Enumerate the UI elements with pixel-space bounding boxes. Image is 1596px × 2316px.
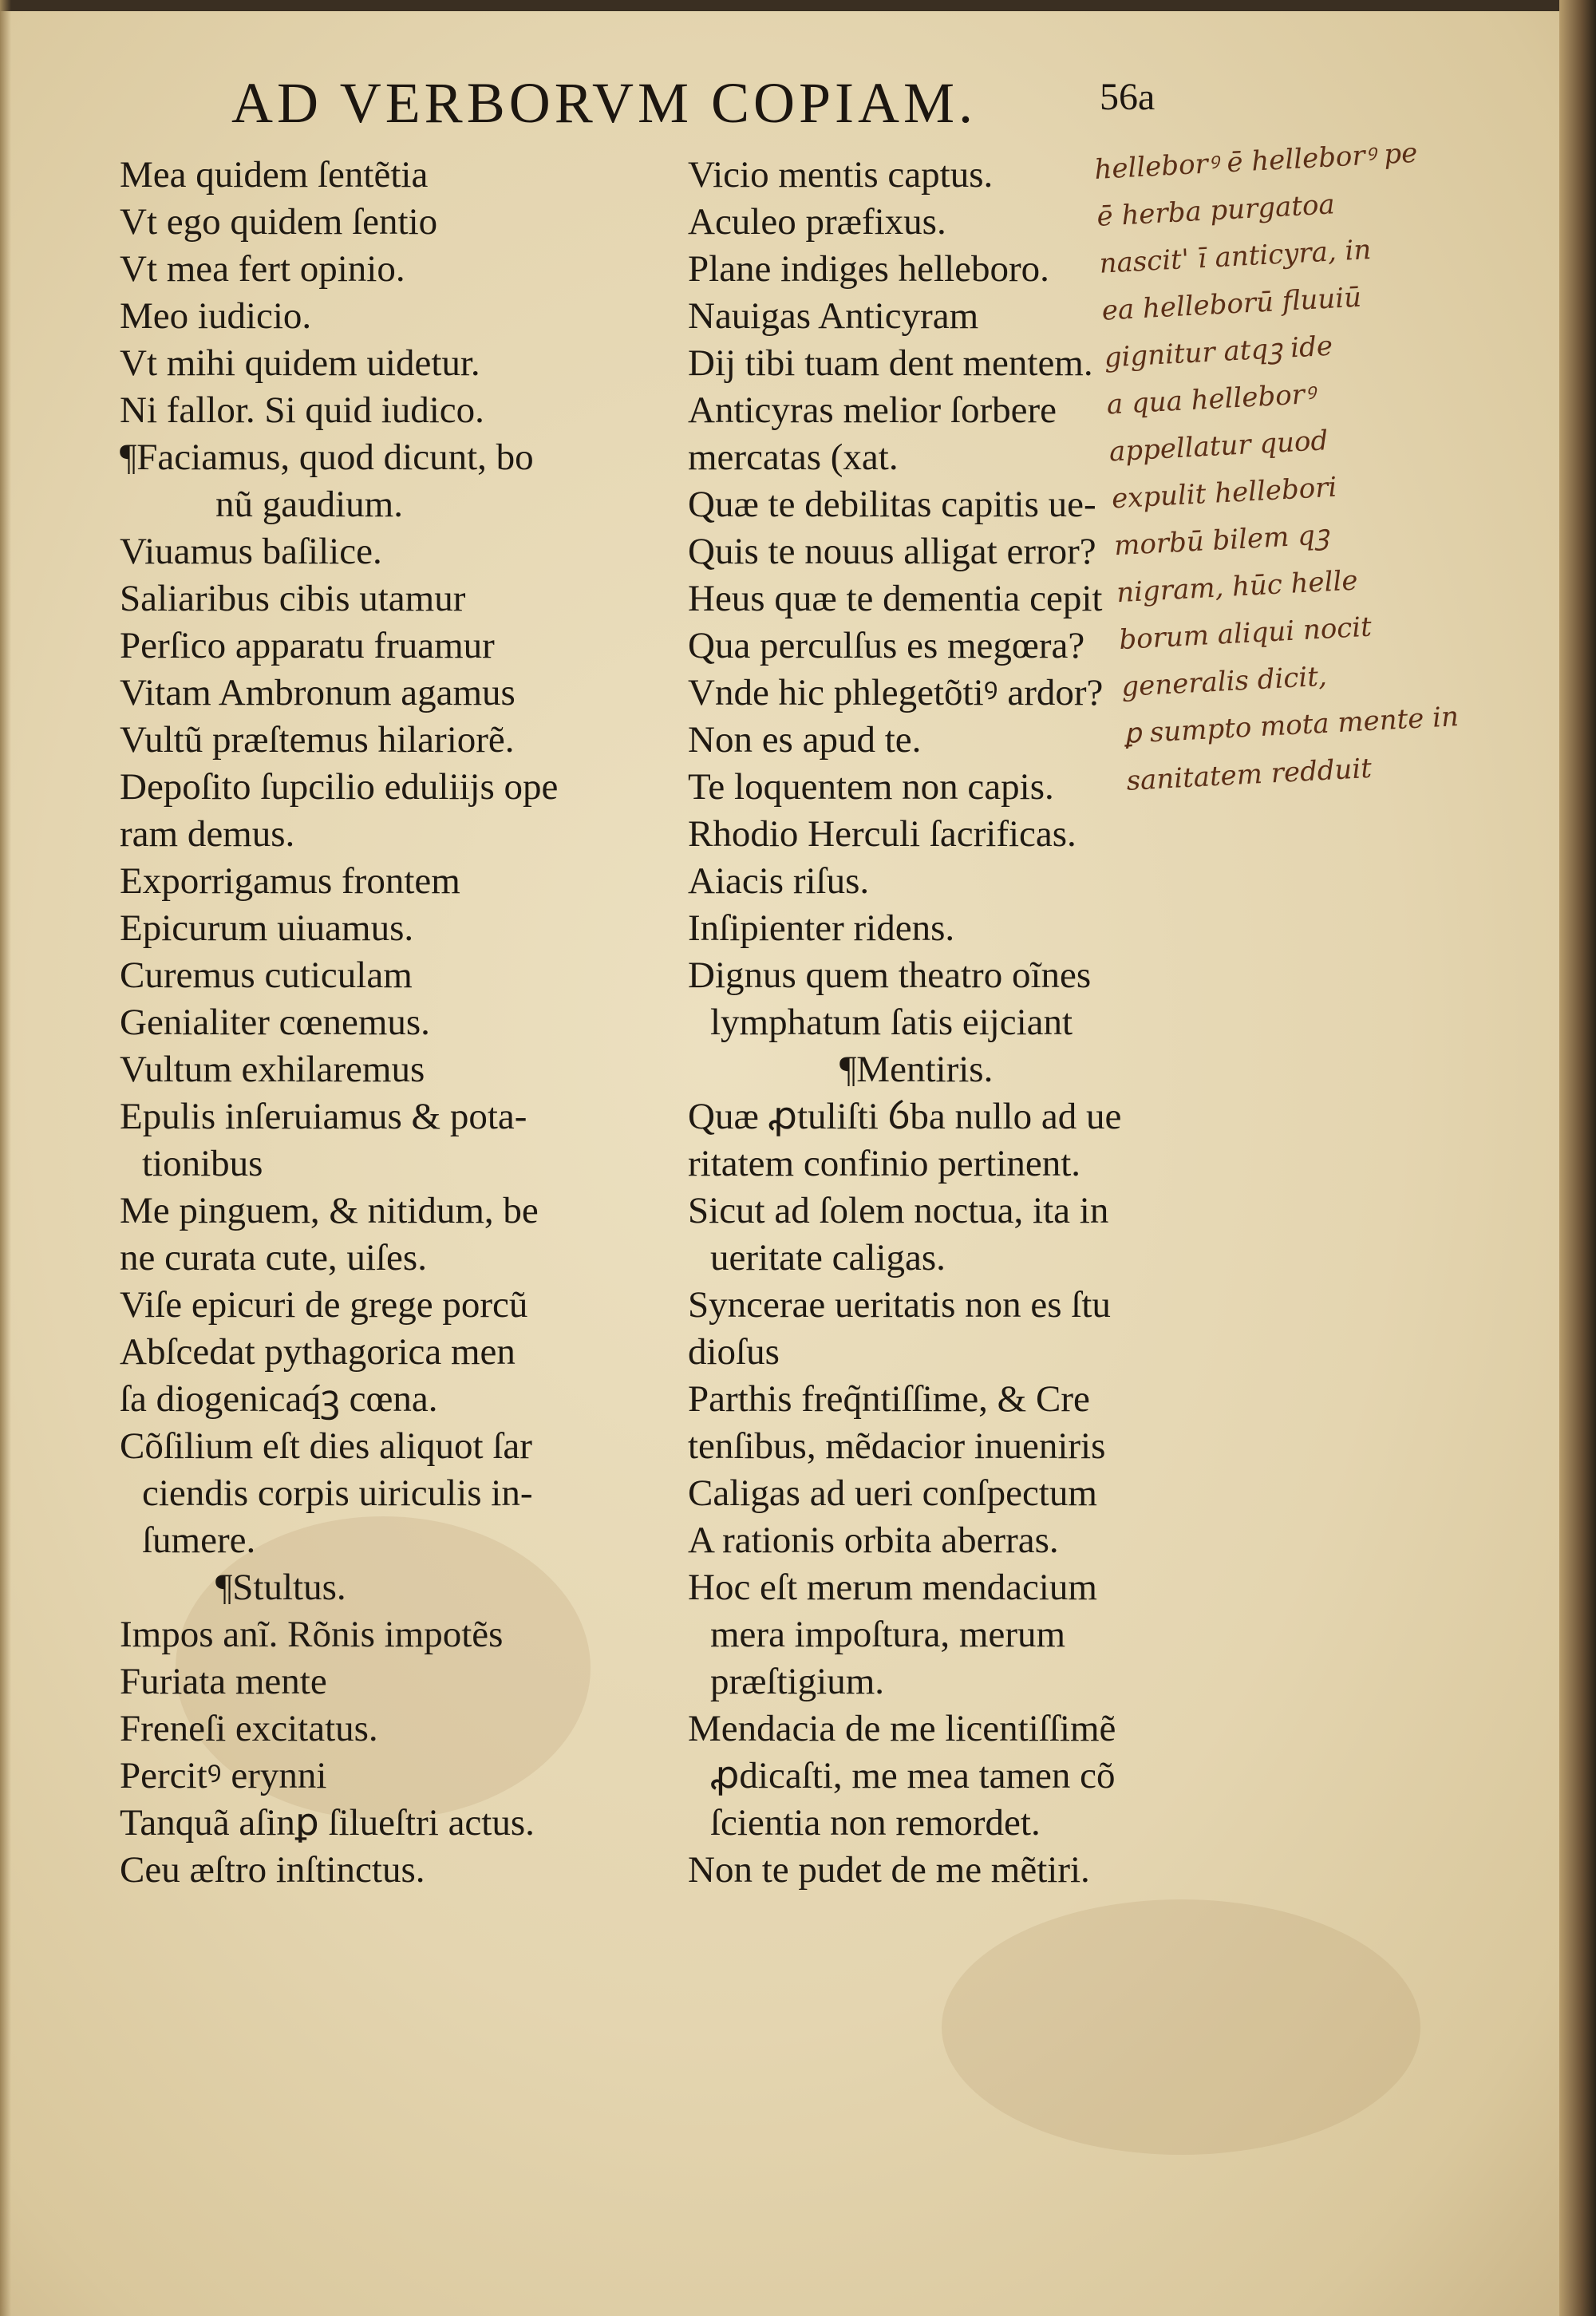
text-line: Nauigas Anticyram: [688, 295, 979, 337]
text-line: Plane indiges helleboro.: [688, 248, 1049, 290]
text-line: ſumere.: [142, 1520, 256, 1561]
marginal-note: sanitatem redduit: [1125, 752, 1373, 797]
text-line: Non es apud te.: [688, 719, 922, 761]
text-line: Vnde hic phlegetõtiꝰ ardor?: [688, 672, 1104, 713]
text-line: Caligas ad ueri conſpectum: [688, 1472, 1097, 1514]
text-line: Vt mihi quidem uidetur.: [120, 342, 480, 384]
text-line: ſcientia non remordet.: [710, 1802, 1041, 1844]
text-line: Epulis inſeruiamus & pota-: [120, 1096, 527, 1137]
marginal-note: borum aliqui nocit: [1118, 611, 1373, 657]
text-line: Ni fallor. Si quid iudico.: [120, 389, 484, 431]
marginal-note: generalis dicit,: [1120, 660, 1328, 704]
text-line: Saliaribus cibis utamur: [120, 578, 466, 619]
text-line: ¶Faciamus, quod dicunt, bo: [120, 437, 534, 478]
paper-stain: [942, 1899, 1420, 2155]
text-line: Non te pudet de me mẽtiri.: [688, 1849, 1090, 1891]
marginal-note: nascit' ī anticyra, in: [1098, 233, 1373, 280]
text-line: Cõſilium eſt dies aliquot ſar: [120, 1425, 532, 1467]
marginal-note: a qua helleborꝰ: [1105, 377, 1316, 421]
text-line: ueritate caligas.: [710, 1237, 946, 1279]
left-text-column: [120, 152, 685, 1894]
text-line: Quis te nouus alligat error?: [688, 531, 1096, 572]
text-line: ram demus.: [120, 813, 295, 855]
text-line: Hoc eſt merum mendacium: [688, 1567, 1097, 1608]
marginal-note: ꝑ sumpto mota mente in: [1123, 701, 1460, 750]
marginal-note: ea helleborū fluuiū: [1100, 281, 1362, 327]
marginal-note: appellatur quod: [1108, 425, 1329, 468]
text-line: Percitꝰ erynni: [120, 1755, 327, 1796]
text-line: ¶Mentiris.: [839, 1049, 994, 1090]
text-line: Anticyras melior ſorbere: [688, 389, 1057, 431]
page-left-edge: [0, 0, 11, 2316]
text-line: lymphatum ſatis eĳciant: [710, 1002, 1073, 1043]
text-line: Dignus quem theatro oĩnes: [688, 954, 1092, 996]
text-line: ꝓdicaſti, me mea tamen cõ: [710, 1755, 1116, 1796]
text-line: Furiata mente: [120, 1661, 327, 1702]
text-line: ritatem confinio pertinent.: [688, 1143, 1081, 1184]
text-line: Vitam Ambronum agamus: [120, 672, 516, 713]
text-line: Vt ego quidem ſentio: [120, 201, 438, 243]
text-line: Aculeo præfixus.: [688, 201, 946, 243]
text-line: præſtigium.: [710, 1661, 885, 1702]
text-line: Quæ te debilitas capitis ue-: [688, 484, 1096, 525]
text-line: Viuamus baſilice.: [120, 531, 382, 572]
text-line: Vultũ præſtemus hilariorẽ.: [120, 719, 515, 761]
text-line: Meo iudicio.: [120, 295, 312, 337]
text-line: ¶Stultus.: [215, 1567, 346, 1608]
text-line: ciendis corpis uiriculis in-: [142, 1472, 533, 1514]
text-line: nũ gaudium.: [215, 484, 403, 525]
text-line: Parthis freq̃ntiſſime, & Cre: [688, 1378, 1090, 1420]
text-line: Viſe epicuri de grege porcũ: [120, 1284, 528, 1326]
text-line: Vultum exhilaremus: [120, 1049, 425, 1090]
text-line: Perſico apparatu fruamur: [120, 625, 495, 666]
marginal-note: gignitur atqꝫ ide: [1103, 330, 1333, 374]
marginal-note: ē herba purgatoa: [1096, 188, 1336, 233]
text-line: mera impoſtura, merum: [710, 1614, 1066, 1655]
marginal-note: morbū bilem qꝫ: [1113, 519, 1330, 563]
folio-number: 56a: [1100, 76, 1156, 118]
text-line: Vt mea fert opinio.: [120, 248, 405, 290]
text-line: Dĳ tibi tuam dent mentem.: [688, 342, 1093, 384]
text-line: Vicio mentis captus.: [688, 154, 994, 196]
text-line: Freneſi excitatus.: [120, 1708, 378, 1749]
text-line: Te loquentem non capis.: [688, 766, 1054, 808]
text-line: Genialiter cœnemus.: [120, 1002, 430, 1043]
text-line: ne curata cute, uiſes.: [120, 1237, 427, 1279]
text-line: ſa diogenicaq́ꝫ cœna.: [120, 1378, 438, 1420]
page-top-edge: [0, 0, 1596, 11]
text-line: Exporrigamus frontem: [120, 860, 460, 902]
text-line: Mea quidem ſentẽtia: [120, 154, 429, 196]
text-line: Ceu æſtro inſtinctus.: [120, 1849, 425, 1891]
handwritten-marginalia: [1093, 122, 1596, 805]
text-line: Abſcedat pythagorica men: [120, 1331, 516, 1373]
text-line: dioſus: [688, 1331, 780, 1373]
text-line: Me pinguem, & nitidum, be: [120, 1190, 539, 1231]
marginal-note: helleborꝰ ē helleborꝰ pe: [1093, 136, 1419, 186]
text-line: tionibus: [142, 1143, 263, 1184]
text-line: Aiacis riſus.: [688, 860, 870, 902]
text-line: Impos anĩ. Rõnis impotẽs: [120, 1614, 504, 1655]
text-line: Inſipienter ridens.: [688, 907, 955, 949]
text-line: Depoſito ſupcilio eduliĳs ope: [120, 766, 559, 808]
text-line: tenſibus, mẽdacior inueniris: [688, 1425, 1106, 1467]
text-line: Qua perculſus es megœra?: [688, 625, 1085, 666]
text-line: Epicurum uiuamus.: [120, 907, 414, 949]
text-line: Curemus cuticulam: [120, 954, 413, 996]
marginal-note: nigram, hūc helle: [1116, 564, 1359, 610]
text-line: Syncerae ueritatis non es ſtu: [688, 1284, 1111, 1326]
marginal-note: expulit hellebori: [1111, 471, 1338, 516]
text-line: A rationis orbita aberras.: [688, 1520, 1059, 1561]
text-line: Heus quæ te dementia cepit: [688, 578, 1103, 619]
text-line: Sicut ad ſolem noctua, ita in: [688, 1190, 1109, 1231]
text-line: Tanquã aſinꝑ ſilueſtri actus.: [120, 1802, 535, 1844]
text-line: mercatas (xat.: [688, 437, 899, 478]
running-head: [0, 70, 1564, 142]
page-title: AD VERBORVM COPIAM.: [231, 71, 978, 135]
text-line: Rhodio Herculi ſacrificas.: [688, 813, 1077, 855]
text-line: Mendacia de me licentiſſimẽ: [688, 1708, 1116, 1749]
text-line: Quæ ꝓtuliſti ỽba nullo ad ue: [688, 1096, 1122, 1137]
